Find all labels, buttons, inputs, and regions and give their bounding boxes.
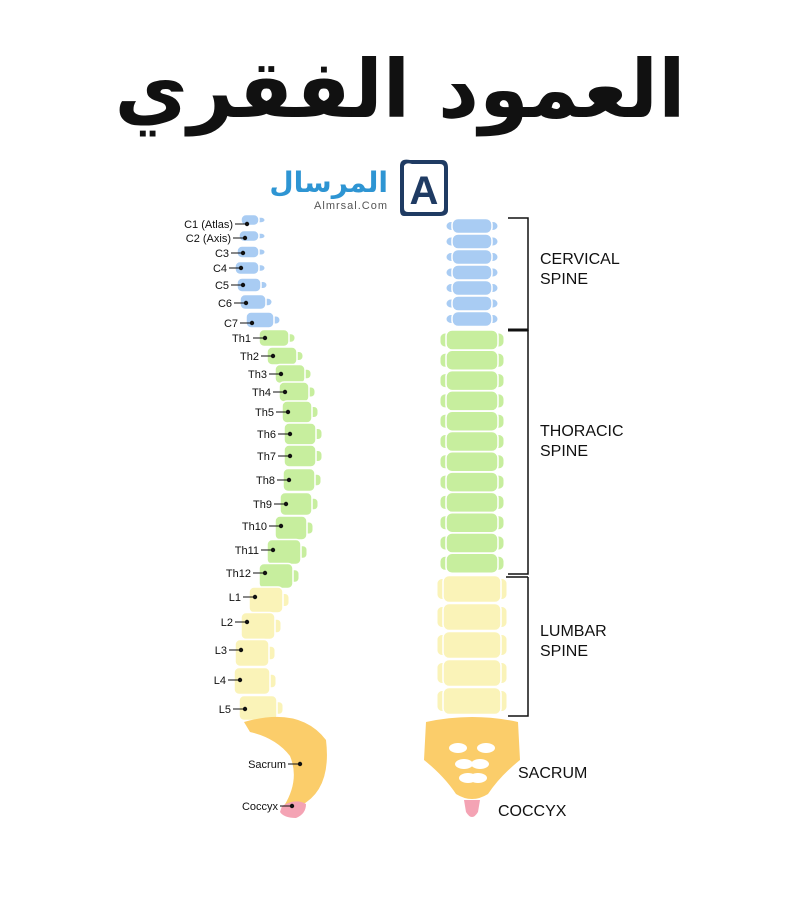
label-dot xyxy=(239,266,243,270)
page-title: العمود الفقري xyxy=(114,43,686,136)
side-label: L3 xyxy=(214,645,227,657)
region-label-line1: THORACIC xyxy=(540,423,624,440)
side-label: Sacrum xyxy=(248,759,286,771)
side-label: Th9 xyxy=(253,499,272,511)
vertebra-body xyxy=(446,350,498,370)
vertebra-body xyxy=(235,640,269,667)
front-vertebra xyxy=(437,632,507,659)
label-dot xyxy=(244,301,248,305)
vertebra-body xyxy=(446,411,498,431)
logo-arabic-text: المرسال xyxy=(269,166,388,199)
region-label-line1: LUMBAR xyxy=(540,623,607,640)
label-dot xyxy=(263,571,267,575)
side-label: Th8 xyxy=(256,475,275,487)
side-label: C1 (Atlas) xyxy=(184,219,233,231)
vertebra-body xyxy=(443,688,501,715)
front-vertebra xyxy=(440,472,504,492)
vertebra-body xyxy=(246,312,274,328)
sacral-foramen xyxy=(469,773,487,783)
region-label-line1: SACRUM xyxy=(518,765,588,782)
side-vertebra xyxy=(235,640,275,667)
logo-letter: A xyxy=(409,169,439,213)
label-dot xyxy=(239,648,243,652)
side-label: C4 xyxy=(212,263,227,275)
region-brackets xyxy=(506,218,528,716)
vertebra-body xyxy=(443,604,501,631)
label-dot xyxy=(298,762,302,766)
label-dot xyxy=(279,372,283,376)
side-label: Th2 xyxy=(240,351,259,363)
front-vertebra xyxy=(446,234,498,249)
front-vertebra xyxy=(440,391,504,411)
side-label: L4 xyxy=(213,675,226,687)
vertebra-body xyxy=(239,231,259,242)
label-dot xyxy=(290,804,294,808)
front-vertebra xyxy=(437,688,507,715)
label-dot xyxy=(250,321,254,325)
sacral-foramen xyxy=(449,743,467,753)
vertebra-body xyxy=(452,250,492,265)
cervical-bracket xyxy=(508,218,528,330)
label-dot xyxy=(243,236,247,240)
side-label: C7 xyxy=(223,318,238,330)
side-label: L2 xyxy=(220,617,233,629)
region-label-line2: SPINE xyxy=(540,443,589,460)
vertebra-body xyxy=(452,219,492,234)
label-dot xyxy=(287,478,291,482)
front-vertebra xyxy=(446,312,498,327)
vertebra-body xyxy=(452,296,492,311)
vertebra-body xyxy=(259,564,293,589)
front-vertebra xyxy=(446,265,498,280)
vertebra-body xyxy=(446,371,498,391)
label-dot xyxy=(238,678,242,682)
region-label-line1: CERVICAL xyxy=(540,251,620,268)
vertebra-body xyxy=(443,660,501,687)
vertebra-body xyxy=(240,295,266,310)
vertebra-body xyxy=(443,576,501,603)
side-vertebra xyxy=(241,613,281,640)
side-vertebra xyxy=(246,312,280,328)
side-label: C6 xyxy=(217,298,232,310)
front-vertebra xyxy=(437,576,507,603)
region-label-line2: SPINE xyxy=(540,643,589,660)
front-view-spine xyxy=(424,219,520,818)
thoracic-bracket xyxy=(508,330,528,574)
side-vertebra xyxy=(259,564,299,589)
vertebra-body xyxy=(249,587,283,613)
vertebra-body xyxy=(452,234,492,249)
side-label: Th10 xyxy=(241,521,267,533)
label-dot xyxy=(279,524,283,528)
side-vertebra xyxy=(249,587,289,613)
side-view-spine xyxy=(184,215,327,819)
vertebra-body xyxy=(446,533,498,553)
side-label: C3 xyxy=(214,248,229,260)
label-dot xyxy=(253,595,257,599)
label-dot xyxy=(241,283,245,287)
front-vertebra xyxy=(440,452,504,472)
side-label: Th12 xyxy=(225,568,251,580)
region-label-line1: COCCYX xyxy=(498,803,567,820)
label-dot xyxy=(245,222,249,226)
label-dot xyxy=(241,251,245,255)
vertebra-body xyxy=(237,246,259,258)
side-label: Th4 xyxy=(252,387,271,399)
vertebra-body xyxy=(443,632,501,659)
side-label: C5 xyxy=(214,280,229,292)
vertebra-body xyxy=(446,553,498,573)
front-vertebra xyxy=(440,350,504,370)
side-label: L1 xyxy=(228,592,241,604)
label-dot xyxy=(243,707,247,711)
front-sacrum xyxy=(424,717,520,799)
side-label: Th5 xyxy=(255,407,274,419)
front-coccyx xyxy=(464,800,480,817)
label-dot xyxy=(286,410,290,414)
region-label-line2: SPINE xyxy=(540,271,589,288)
vertebra-body xyxy=(446,432,498,452)
vertebra-body xyxy=(452,312,492,327)
front-vertebra xyxy=(440,513,504,533)
front-vertebra xyxy=(446,219,498,234)
logo-latin-text: Almrsal.Com xyxy=(314,200,388,212)
side-vertebra xyxy=(239,231,265,242)
front-vertebra xyxy=(440,553,504,573)
label-dot xyxy=(283,390,287,394)
vertebra-body xyxy=(241,613,275,640)
label-dot xyxy=(245,620,249,624)
lumbar-bracket xyxy=(508,577,528,716)
front-vertebra xyxy=(440,492,504,512)
vertebra-body xyxy=(446,452,498,472)
sacral-foramen xyxy=(471,759,489,769)
side-label: Th7 xyxy=(257,451,276,463)
label-dot xyxy=(271,548,275,552)
vertebra-body xyxy=(446,492,498,512)
label-dot xyxy=(271,354,275,358)
vertebra-body xyxy=(446,472,498,492)
front-vertebra xyxy=(440,533,504,553)
front-vertebra xyxy=(440,371,504,391)
sacral-foramen xyxy=(477,743,495,753)
vertebra-body xyxy=(446,513,498,533)
label-dot xyxy=(288,454,292,458)
front-vertebra xyxy=(437,660,507,687)
front-vertebra xyxy=(440,432,504,452)
vertebra-body xyxy=(452,281,492,296)
label-dot xyxy=(284,502,288,506)
side-coccyx xyxy=(280,801,306,818)
side-label: Th6 xyxy=(257,429,276,441)
side-label: Th1 xyxy=(232,333,251,345)
front-vertebra xyxy=(446,296,498,311)
vertebra-body xyxy=(446,330,498,350)
front-vertebra xyxy=(446,281,498,296)
vertebra-body xyxy=(452,265,492,280)
label-dot xyxy=(288,432,292,436)
front-vertebra xyxy=(440,411,504,431)
sacral-foramen xyxy=(455,759,473,769)
side-label: Coccyx xyxy=(241,801,278,813)
front-vertebra xyxy=(440,330,504,350)
side-label: L5 xyxy=(218,704,231,716)
vertebra-body xyxy=(446,391,498,411)
front-vertebra xyxy=(437,604,507,631)
front-vertebra xyxy=(446,250,498,265)
label-dot xyxy=(263,336,267,340)
vertebra-body xyxy=(275,516,307,540)
side-label: C2 (Axis) xyxy=(185,233,231,245)
side-label: Th3 xyxy=(248,369,267,381)
side-label: Th11 xyxy=(234,545,259,557)
